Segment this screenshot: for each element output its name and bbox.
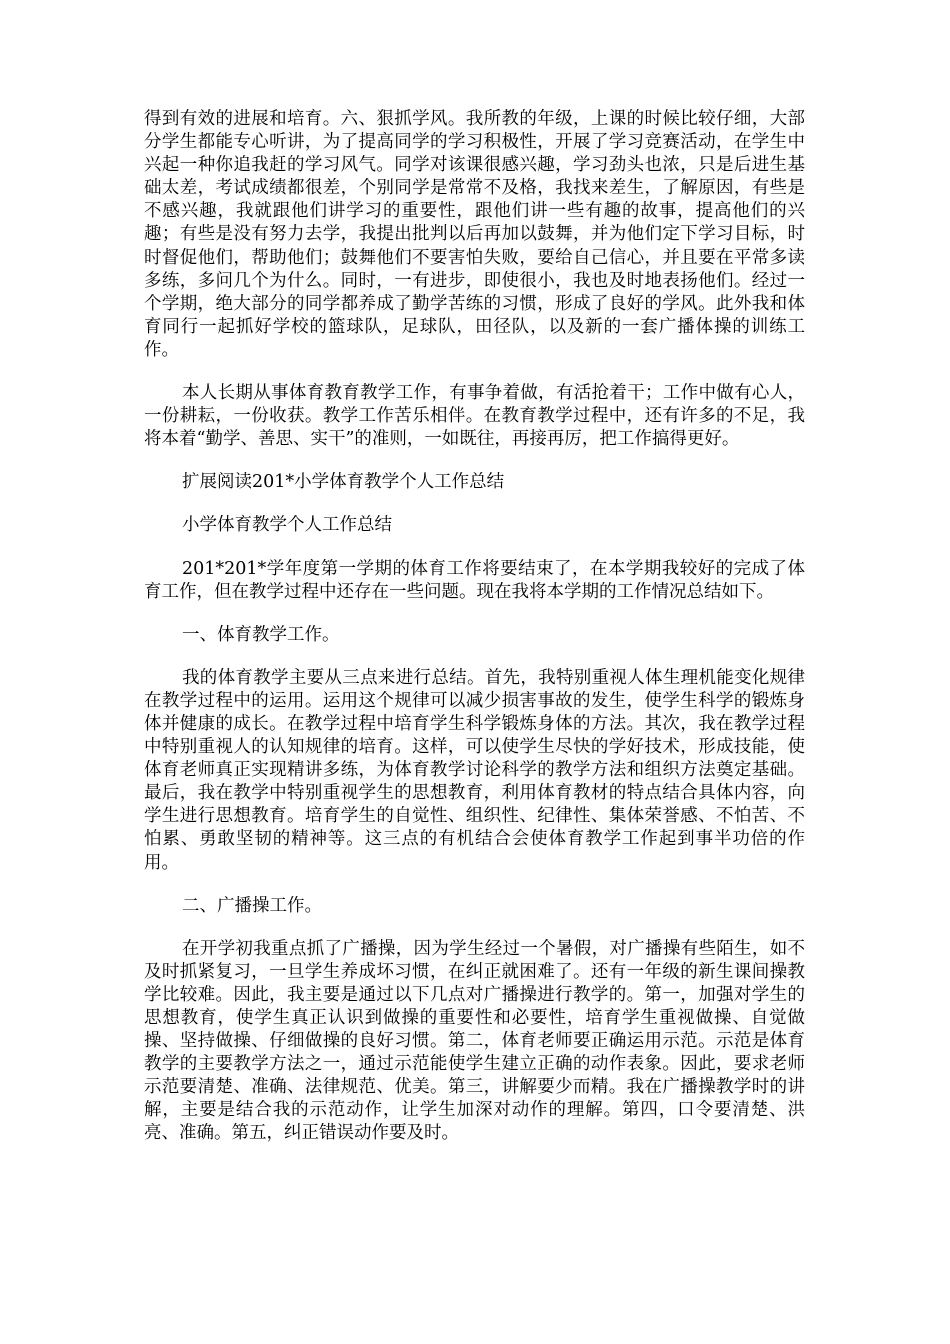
heading-broadcast-exercise: 二、广播操工作。 — [182, 895, 322, 916]
paragraph-broadcast-exercise: 在开学初我重点抓了广播操，因为学生经过一个暑假，对广播操有些陌生，如不及时抓紧复习，一旦学生养成坏习惯，在纠正就困难了。还有一年级的新生课间操教学比较难。因此，我主要是通过以下几点对广播操进行教学的。第一，加强对学生的思想教育，使学生真正认识到做操的重要性和必要性，培育学生重视做操、自觉做操、坚持做操、仔细做操的良好习惯。第二，体育老师要正确运用示范。示范是体育教学的主要教学方法之一，通过示范能使学生建立正确的动作表象。因此，要求老师示范要清楚、准确、法律规范、优美。第三，讲解要少而精。我在广播操教学时的讲解，主要是结合我的示范动作，让学生加深对动作的理解。第四，口令要清楚、洪亮、准确。第五，纠正错误动作要及时。 — [144, 938, 805, 1144]
paragraph-extended-reading-heading: 扩展阅读201*小学体育教学个人工作总结 — [182, 472, 505, 493]
paragraph-intro: 201*201*学年度第一学期的体育工作将要结束了，在本学期我较好的完成了体育工作，但在教学过程中还存在一些问题。现在我将本学期的工作情况总结如下。 — [144, 558, 805, 602]
paragraph-section-title: 小学体育教学个人工作总结 — [182, 515, 392, 536]
paragraph-study-style: 得到有效的进展和培育。六、狠抓学风。我所教的年级，上课的时候比较仔细，大部分学生都能专心听讲，为了提高同学的学习积极性，开展了学习竞赛活动，在学生中兴起一种你追我赶的学习风气。同学对该课很感兴趣，学习劲头也浓，只是后进生基础太差，考试成绩都很差，个别同学是常常不及格，我找来差生，了解原因，有些是不感兴趣，我就跟他们讲学习的重要性，跟他们讲一些有趣的故事，提高他们的兴趣；有些是没有努力去学，我提出批判以后再加以鼓舞，并为他们定下学习目标，时时督促他们，帮助他们；鼓舞他们不要害怕失败，要给自己信心，并且要在平常多读多练，多问几个为什么。同时，一有进步，即使很小，我也及时地表扬他们。经过一个学期，绝大部分的同学都养成了勤学苦练的习惯，形成了良好的学风。此外我和体育同行一起抓好学校的篮球队，足球队，田径队，以及新的一套广播体操的训练工作。 — [144, 109, 805, 360]
document-page — [144, 108, 805, 1166]
heading-pe-teaching: 一、体育教学工作。 — [182, 624, 340, 645]
paragraph-summary-closing: 本人长期从事体育教育教学工作，有事争着做，有活抢着干；工作中做有心人，一份耕耘，一份收获。教学工作苦乐相伴。在教育教学过程中，还有许多的不足，我将本着“勤学、善思、实干”的准则，一如既往，再接再厉，把工作搞得更好。 — [144, 383, 805, 450]
paragraph-pe-teaching: 我的体育教学主要从三点来进行总结。首先，我特别重视人体生理机能变化规律在教学过程中的运用。运用这个规律可以减少损害事故的发生，使学生科学的锻炼身体并健康的成长。在教学过程中培育学生科学锻炼身体的方法。其次，我在教学过程中特别重视人的认知规律的培育。这样，可以使学生尽快的学好技术，形成技能，使体育老师真正实现精讲多练，为体育教学讨论科学的教学方法和组织方法奠定基础。最后，我在教学中特别重视学生的思想教育，利用体育教材的特点结合具体内容，向学生进行思想教育。培育学生的自觉性、组织性、纪律性、集体荣誉感、不怕苦、不怕累、勇敢坚韧的精神等。这三点的有机结合会使体育教学工作起到事半功倍的作用。 — [144, 667, 805, 873]
